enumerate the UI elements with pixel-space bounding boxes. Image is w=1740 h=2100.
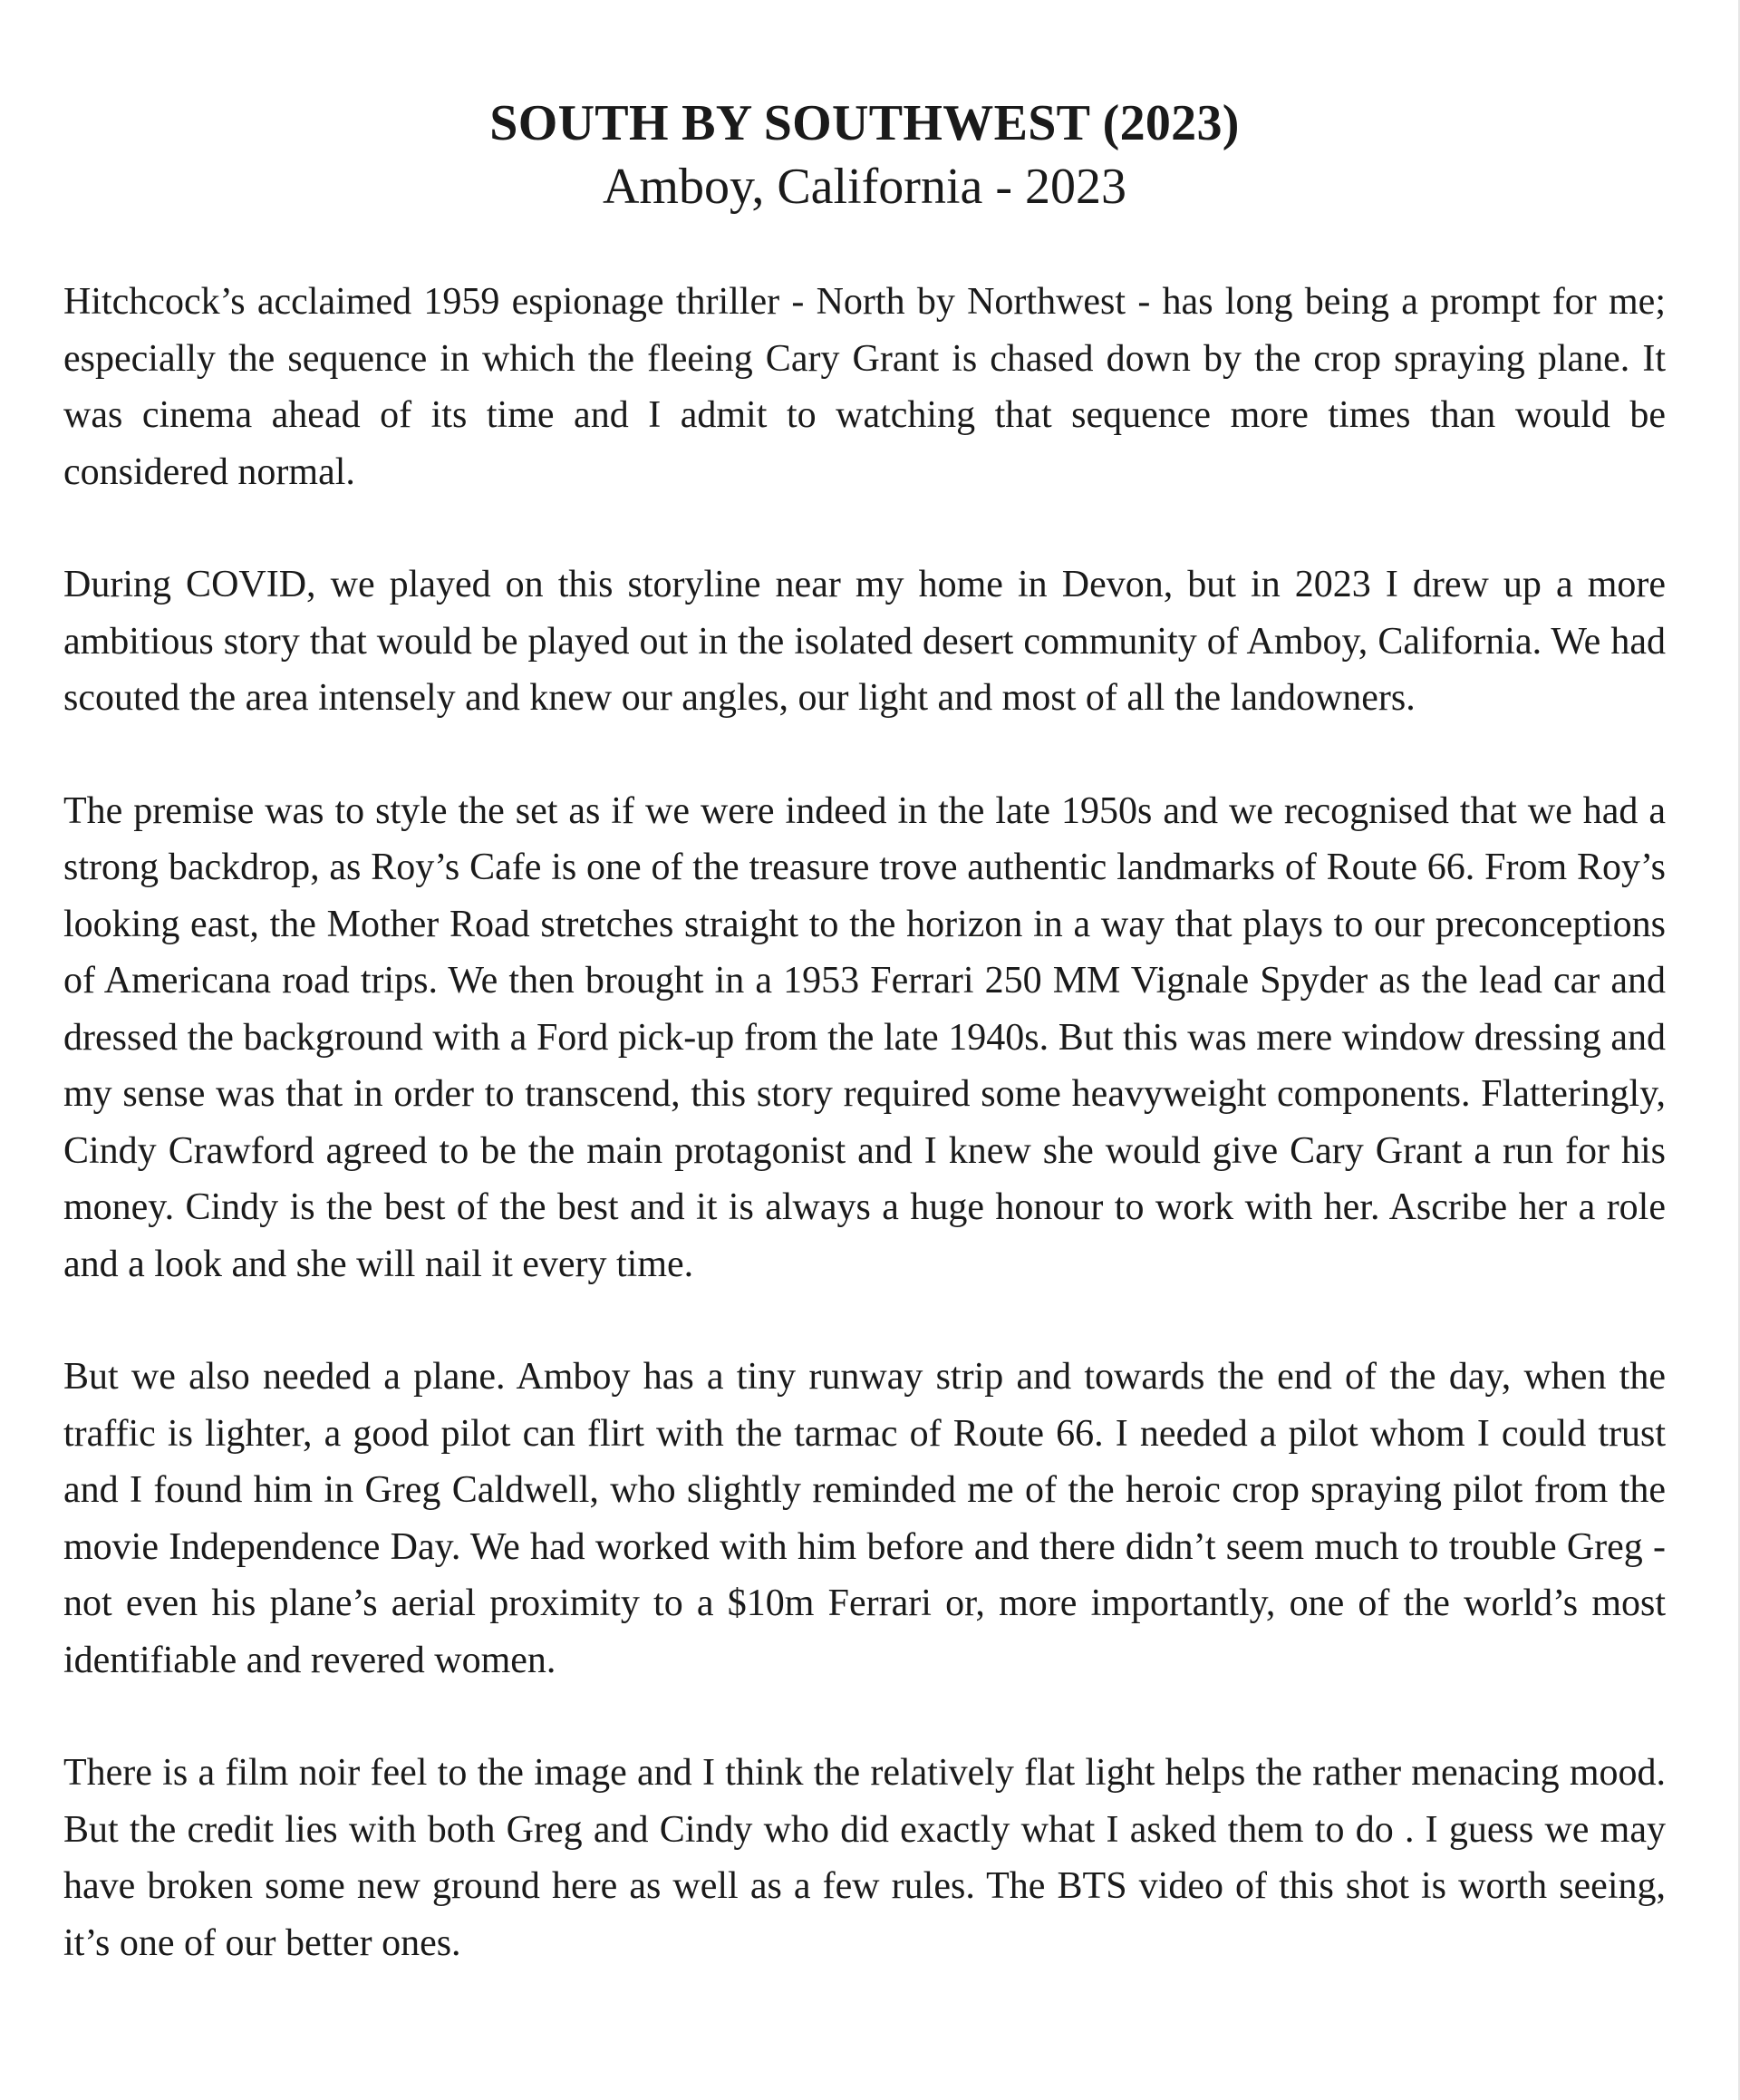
paragraph-covid: During COVID, we played on this storyline near my home in Devon, but in 2023 I drew up a more ambitious story that would be played out in the isolated desert community of Amboy, California. We had scouted the area intensely and knew our angles, our light and most of all the landowners. [63, 564, 1666, 719]
paragraph-premise: The premise was to style the set as if we were indeed in the late 1950s and we recognised that we had a strong backdrop, as Roy’s Cafe is one of the treasure trove authentic landmarks of Route 66. From Roy’s looking east, the Mother Road stretches straight to the horizon in a way that plays to our preconceptions of Americana road trips. We then brought in a 1953 Ferrari 250 MM Vignale Spyder as the lead car and dressed the background with a Ford pick-up from the late 1940s. But this was mere window dressing and my sense was that in order to transcend, this story required some heavyweight components. Flatteringly, Cindy Crawford agreed to be the main protagonist and I knew she would give Cary Grant a run for his money. Cindy is the best of the best and it is always a huge honour to work with her. Ascribe her a role and a look and she will nail it every time. [63, 789, 1666, 1285]
document-subtitle: Amboy, California - 2023 [602, 159, 1127, 215]
document-page [63, 91, 1666, 1971]
paragraph-noir: There is a film noir feel to the image and I think the relatively flat light helps the rather menacing mood. But the credit lies with both Greg and Cindy who did exactly what I asked them to do . I guess we may have broken some new ground here as well as a few rules. The BTS video of this shot is worth seeing, it’s one of our better ones. [63, 1752, 1666, 1964]
paragraph-plane: But we also needed a plane. Amboy has a tiny runway strip and towards the end of the day, when the traffic is lighter, a good pilot can flirt with the tarmac of Route 66. I needed a pilot whom I could trust and I found him in Greg Caldwell, who slightly reminded me of the heroic crop spraying pilot from the movie Independence Day. We had worked with him before and there didn’t seem much to trouble Greg - not even his plane’s aerial proximity to a $10m Ferrari or, more importantly, one of the world’s most identifiable and revered women. [63, 1356, 1666, 1681]
document-header [63, 91, 1666, 218]
document-title: SOUTH BY SOUTHWEST (2023) [489, 95, 1240, 151]
document-body [63, 274, 1666, 1971]
paragraph-intro: Hitchcock’s acclaimed 1959 espionage thriller - North by Northwest - has long being a prompt for me; especially the sequence in which the fleeing Cary Grant is chased down by the crop spraying plane. It was cinema ahead of its time and I admit to watching that sequence more times than would be considered normal. [63, 281, 1666, 493]
